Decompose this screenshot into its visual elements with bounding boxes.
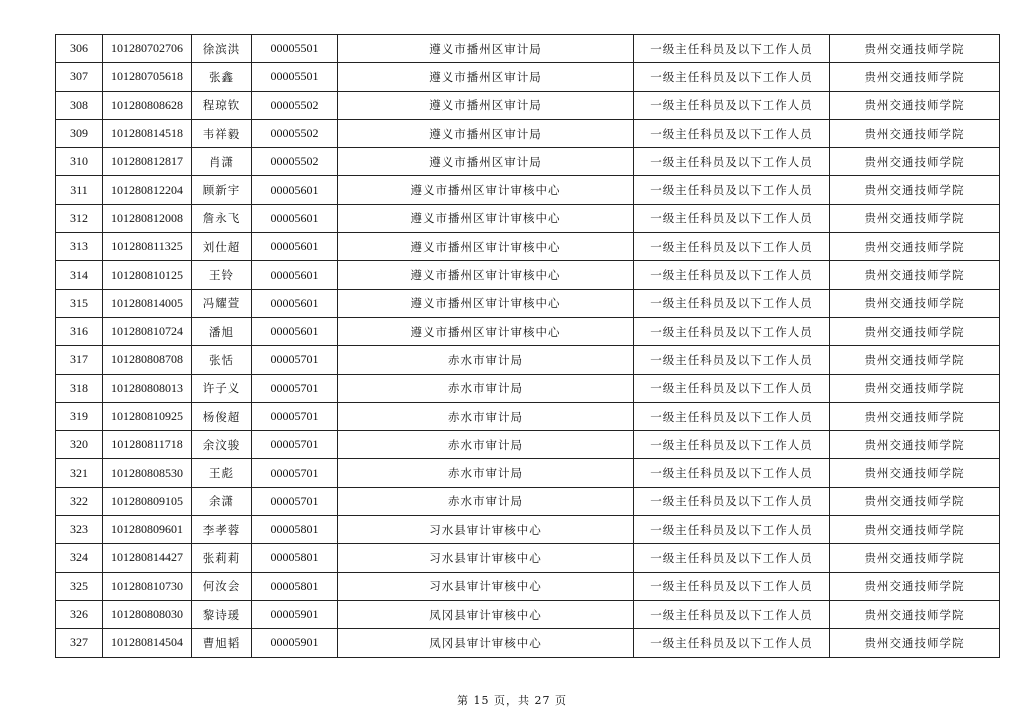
hiring-unit-cell: 凤冈县审计审核中心 — [338, 629, 634, 657]
position-code-cell: 00005501 — [252, 35, 338, 63]
exam-id-cell: 101280810125 — [103, 261, 192, 289]
row-number-cell: 315 — [56, 289, 103, 317]
hiring-unit-cell: 凤冈县审计审核中心 — [338, 600, 634, 628]
position-title-cell: 一级主任科员及以下工作人员 — [634, 261, 830, 289]
table-row — [56, 176, 1000, 204]
candidate-name-cell: 冯耀萱 — [192, 289, 252, 317]
position-code-cell: 00005901 — [252, 629, 338, 657]
position-title-cell: 一级主任科员及以下工作人员 — [634, 63, 830, 91]
table-row — [56, 63, 1000, 91]
table-row — [56, 487, 1000, 515]
row-number-cell: 309 — [56, 119, 103, 147]
candidate-name-cell: 曹旭韬 — [192, 629, 252, 657]
table-row — [56, 317, 1000, 345]
candidate-name-cell: 黎诗瑗 — [192, 600, 252, 628]
hiring-unit-cell: 遵义市播州区审计局 — [338, 91, 634, 119]
row-number-cell: 314 — [56, 261, 103, 289]
position-title-cell: 一级主任科员及以下工作人员 — [634, 431, 830, 459]
hiring-unit-cell: 遵义市播州区审计局 — [338, 63, 634, 91]
exam-id-cell: 101280810925 — [103, 402, 192, 430]
position-code-cell: 00005701 — [252, 402, 338, 430]
row-number-cell: 317 — [56, 346, 103, 374]
row-number-cell: 321 — [56, 459, 103, 487]
candidate-name-cell: 韦祥毅 — [192, 119, 252, 147]
hiring-unit-cell: 遵义市播州区审计审核中心 — [338, 176, 634, 204]
exam-site-cell: 贵州交通技师学院 — [830, 459, 1000, 487]
table-body — [56, 35, 1000, 658]
exam-id-cell: 101280814518 — [103, 119, 192, 147]
candidate-name-cell: 余汶骏 — [192, 431, 252, 459]
hiring-unit-cell: 赤水市审计局 — [338, 402, 634, 430]
row-number-cell: 319 — [56, 402, 103, 430]
candidate-name-cell: 杨俊超 — [192, 402, 252, 430]
position-title-cell: 一级主任科员及以下工作人员 — [634, 516, 830, 544]
hiring-unit-cell: 习水县审计审核中心 — [338, 516, 634, 544]
position-code-cell: 00005701 — [252, 487, 338, 515]
position-code-cell: 00005701 — [252, 431, 338, 459]
table-row — [56, 346, 1000, 374]
hiring-unit-cell: 遵义市播州区审计审核中心 — [338, 204, 634, 232]
position-title-cell: 一级主任科员及以下工作人员 — [634, 600, 830, 628]
row-number-cell: 313 — [56, 233, 103, 261]
position-title-cell: 一级主任科员及以下工作人员 — [634, 629, 830, 657]
candidate-name-cell: 刘仕超 — [192, 233, 252, 261]
hiring-unit-cell: 习水县审计审核中心 — [338, 572, 634, 600]
exam-id-cell: 101280808013 — [103, 374, 192, 402]
table-row — [56, 35, 1000, 63]
exam-site-cell: 贵州交通技师学院 — [830, 233, 1000, 261]
exam-site-cell: 贵州交通技师学院 — [830, 516, 1000, 544]
candidate-name-cell: 王彪 — [192, 459, 252, 487]
hiring-unit-cell: 习水县审计审核中心 — [338, 544, 634, 572]
position-code-cell: 00005701 — [252, 346, 338, 374]
position-code-cell: 00005801 — [252, 572, 338, 600]
candidate-name-cell: 徐滨洪 — [192, 35, 252, 63]
table-row — [56, 600, 1000, 628]
table-row — [56, 544, 1000, 572]
exam-site-cell: 贵州交通技师学院 — [830, 119, 1000, 147]
candidate-name-cell: 张鑫 — [192, 63, 252, 91]
position-title-cell: 一级主任科员及以下工作人员 — [634, 204, 830, 232]
hiring-unit-cell: 遵义市播州区审计审核中心 — [338, 317, 634, 345]
exam-site-cell: 贵州交通技师学院 — [830, 289, 1000, 317]
hiring-unit-cell: 遵义市播州区审计审核中心 — [338, 233, 634, 261]
table-row — [56, 148, 1000, 176]
hiring-unit-cell: 遵义市播州区审计局 — [338, 35, 634, 63]
table-row — [56, 572, 1000, 600]
exam-site-cell: 贵州交通技师学院 — [830, 91, 1000, 119]
exam-id-cell: 101280812008 — [103, 204, 192, 232]
exam-site-cell: 贵州交通技师学院 — [830, 63, 1000, 91]
candidate-name-cell: 张恬 — [192, 346, 252, 374]
table-row — [56, 233, 1000, 261]
hiring-unit-cell: 遵义市播州区审计局 — [338, 119, 634, 147]
exam-id-cell: 101280809601 — [103, 516, 192, 544]
position-title-cell: 一级主任科员及以下工作人员 — [634, 487, 830, 515]
position-title-cell: 一级主任科员及以下工作人员 — [634, 35, 830, 63]
table-row — [56, 459, 1000, 487]
row-number-cell: 311 — [56, 176, 103, 204]
exam-site-cell: 贵州交通技师学院 — [830, 261, 1000, 289]
candidate-name-cell: 王铃 — [192, 261, 252, 289]
position-title-cell: 一级主任科员及以下工作人员 — [634, 402, 830, 430]
row-number-cell: 307 — [56, 63, 103, 91]
position-code-cell: 00005502 — [252, 119, 338, 147]
position-code-cell: 00005601 — [252, 289, 338, 317]
hiring-unit-cell: 赤水市审计局 — [338, 431, 634, 459]
exam-id-cell: 101280811718 — [103, 431, 192, 459]
hiring-unit-cell: 遵义市播州区审计审核中心 — [338, 261, 634, 289]
position-code-cell: 00005901 — [252, 600, 338, 628]
exam-site-cell: 贵州交通技师学院 — [830, 487, 1000, 515]
row-number-cell: 322 — [56, 487, 103, 515]
exam-id-cell: 101280808628 — [103, 91, 192, 119]
position-code-cell: 00005601 — [252, 317, 338, 345]
exam-id-cell: 101280808530 — [103, 459, 192, 487]
row-number-cell: 306 — [56, 35, 103, 63]
table-row — [56, 119, 1000, 147]
candidate-table — [55, 34, 1000, 658]
exam-id-cell: 101280814427 — [103, 544, 192, 572]
table-row — [56, 629, 1000, 657]
candidate-name-cell: 李孝蓉 — [192, 516, 252, 544]
position-title-cell: 一级主任科员及以下工作人员 — [634, 544, 830, 572]
position-title-cell: 一级主任科员及以下工作人员 — [634, 176, 830, 204]
table-row — [56, 402, 1000, 430]
position-title-cell: 一级主任科员及以下工作人员 — [634, 572, 830, 600]
position-code-cell: 00005501 — [252, 63, 338, 91]
position-title-cell: 一级主任科员及以下工作人员 — [634, 289, 830, 317]
position-code-cell: 00005701 — [252, 374, 338, 402]
hiring-unit-cell: 赤水市审计局 — [338, 487, 634, 515]
table-row — [56, 91, 1000, 119]
position-code-cell: 00005601 — [252, 261, 338, 289]
exam-id-cell: 101280811325 — [103, 233, 192, 261]
position-code-cell: 00005601 — [252, 176, 338, 204]
exam-site-cell: 贵州交通技师学院 — [830, 402, 1000, 430]
position-title-cell: 一级主任科员及以下工作人员 — [634, 91, 830, 119]
hiring-unit-cell: 赤水市审计局 — [338, 459, 634, 487]
exam-id-cell: 101280705618 — [103, 63, 192, 91]
exam-site-cell: 贵州交通技师学院 — [830, 374, 1000, 402]
exam-site-cell: 贵州交通技师学院 — [830, 544, 1000, 572]
hiring-unit-cell: 遵义市播州区审计局 — [338, 148, 634, 176]
position-code-cell: 00005601 — [252, 233, 338, 261]
table-row — [56, 204, 1000, 232]
candidate-name-cell: 余潇 — [192, 487, 252, 515]
position-title-cell: 一级主任科员及以下工作人员 — [634, 317, 830, 345]
position-title-cell: 一级主任科员及以下工作人员 — [634, 148, 830, 176]
table-row — [56, 261, 1000, 289]
candidate-name-cell: 潘旭 — [192, 317, 252, 345]
candidate-name-cell: 何汝会 — [192, 572, 252, 600]
row-number-cell: 323 — [56, 516, 103, 544]
table-row — [56, 289, 1000, 317]
position-code-cell: 00005502 — [252, 148, 338, 176]
candidate-name-cell: 肖潇 — [192, 148, 252, 176]
row-number-cell: 324 — [56, 544, 103, 572]
candidate-name-cell: 张莉莉 — [192, 544, 252, 572]
candidate-name-cell: 顾新宇 — [192, 176, 252, 204]
exam-site-cell: 贵州交通技师学院 — [830, 317, 1000, 345]
position-code-cell: 00005801 — [252, 516, 338, 544]
page-footer: 第 15 页，共 27 页 — [457, 694, 567, 707]
position-title-cell: 一级主任科员及以下工作人员 — [634, 119, 830, 147]
position-code-cell: 00005601 — [252, 204, 338, 232]
table-row — [56, 431, 1000, 459]
exam-site-cell: 贵州交通技师学院 — [830, 572, 1000, 600]
row-number-cell: 312 — [56, 204, 103, 232]
exam-site-cell: 贵州交通技师学院 — [830, 148, 1000, 176]
exam-id-cell: 101280702706 — [103, 35, 192, 63]
exam-site-cell: 贵州交通技师学院 — [830, 600, 1000, 628]
row-number-cell: 310 — [56, 148, 103, 176]
hiring-unit-cell: 赤水市审计局 — [338, 346, 634, 374]
position-code-cell: 00005701 — [252, 459, 338, 487]
candidate-name-cell: 程琼钦 — [192, 91, 252, 119]
exam-site-cell: 贵州交通技师学院 — [830, 431, 1000, 459]
exam-site-cell: 贵州交通技师学院 — [830, 35, 1000, 63]
row-number-cell: 320 — [56, 431, 103, 459]
exam-id-cell: 101280810724 — [103, 317, 192, 345]
position-title-cell: 一级主任科员及以下工作人员 — [634, 374, 830, 402]
exam-site-cell: 贵州交通技师学院 — [830, 204, 1000, 232]
exam-site-cell: 贵州交通技师学院 — [830, 629, 1000, 657]
position-title-cell: 一级主任科员及以下工作人员 — [634, 233, 830, 261]
position-title-cell: 一级主任科员及以下工作人员 — [634, 459, 830, 487]
row-number-cell: 327 — [56, 629, 103, 657]
exam-id-cell: 101280809105 — [103, 487, 192, 515]
exam-id-cell: 101280812204 — [103, 176, 192, 204]
exam-id-cell: 101280814005 — [103, 289, 192, 317]
exam-id-cell: 101280812817 — [103, 148, 192, 176]
exam-site-cell: 贵州交通技师学院 — [830, 346, 1000, 374]
row-number-cell: 326 — [56, 600, 103, 628]
exam-id-cell: 101280810730 — [103, 572, 192, 600]
position-code-cell: 00005801 — [252, 544, 338, 572]
row-number-cell: 325 — [56, 572, 103, 600]
position-code-cell: 00005502 — [252, 91, 338, 119]
exam-site-cell: 贵州交通技师学院 — [830, 176, 1000, 204]
hiring-unit-cell: 遵义市播州区审计审核中心 — [338, 289, 634, 317]
hiring-unit-cell: 赤水市审计局 — [338, 374, 634, 402]
candidate-name-cell: 詹永飞 — [192, 204, 252, 232]
exam-id-cell: 101280808030 — [103, 600, 192, 628]
row-number-cell: 318 — [56, 374, 103, 402]
row-number-cell: 308 — [56, 91, 103, 119]
exam-id-cell: 101280814504 — [103, 629, 192, 657]
exam-id-cell: 101280808708 — [103, 346, 192, 374]
candidate-name-cell: 许子义 — [192, 374, 252, 402]
row-number-cell: 316 — [56, 317, 103, 345]
position-title-cell: 一级主任科员及以下工作人员 — [634, 346, 830, 374]
table-row — [56, 516, 1000, 544]
table-row — [56, 374, 1000, 402]
